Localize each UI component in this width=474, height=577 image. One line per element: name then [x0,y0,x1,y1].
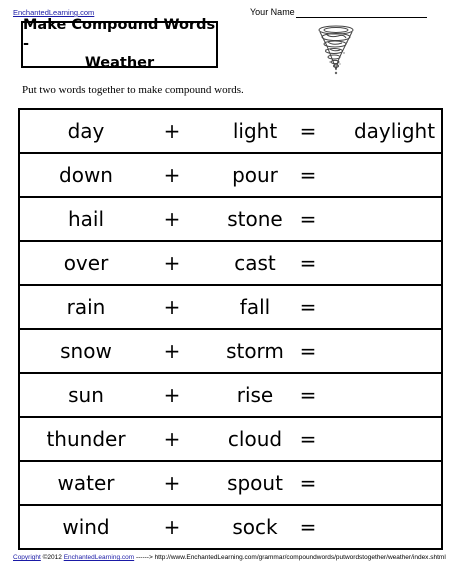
equals-sign: = [299,471,317,495]
first-word: rain [66,295,106,319]
first-word: thunder [46,427,126,451]
plus-sign: + [163,339,181,363]
word-row [18,154,443,198]
first-word: snow [60,339,112,363]
first-word: hail [67,207,105,231]
answer-cell[interactable] [328,506,461,548]
your-name-field [250,7,295,17]
second-word: fall [239,295,271,319]
answer-cell[interactable] [328,330,461,372]
plus-sign: + [163,471,181,495]
word-row [18,330,443,374]
name-line[interactable] [296,17,427,18]
first-word: wind [62,515,110,539]
copyright-link[interactable]: Copyright [13,554,41,561]
site-link[interactable]: EnchantedLearning.com [13,8,95,17]
answer-cell[interactable] [328,418,461,460]
answer-cell[interactable] [328,286,461,328]
title-line-1: Make Compound Words - [23,17,216,52]
word-row [18,462,443,506]
equals-sign: = [299,383,317,407]
answer-cell[interactable]: daylight [353,119,436,143]
title-line-2: Weather [84,55,155,71]
equals-sign: = [299,427,317,451]
equals-sign: = [299,339,317,363]
second-word: light [232,119,278,143]
word-row [18,242,443,286]
your-name-label: Your Name [250,7,295,17]
equals-sign: = [299,515,317,539]
word-row [18,198,443,242]
footer-site-link[interactable]: EnchantedLearning.com [63,554,135,561]
second-word: cast [234,251,276,275]
answer-cell[interactable] [328,374,461,416]
plus-sign: + [163,295,181,319]
second-word: rise [236,383,274,407]
first-word: sun [68,383,104,407]
plus-sign: + [163,427,181,451]
second-word: storm [226,339,284,363]
answer-cell[interactable] [328,242,461,284]
plus-sign: + [163,163,181,187]
word-row [18,418,443,462]
equals-sign: = [299,207,317,231]
answer-cell[interactable] [328,154,461,196]
word-row [18,110,443,154]
word-row [18,286,443,330]
copyright-text: ©2012 [40,554,64,561]
second-word: cloud [227,427,283,451]
plus-sign: + [163,119,181,143]
plus-sign: + [163,515,181,539]
tornado-icon [316,24,356,76]
first-word: day [67,119,105,143]
footer [13,554,446,561]
equals-sign: = [299,251,317,275]
equals-sign: = [299,163,317,187]
compound-word-table [18,108,443,550]
plus-sign: + [163,207,181,231]
title-box [21,17,218,71]
first-word: water [57,471,115,495]
instructions: Put two words together to make compound words. [22,84,244,96]
second-word: stone [227,207,283,231]
second-word: pour [232,163,278,187]
second-word: spout [227,471,283,495]
word-row [18,506,443,550]
footer-url: ------> http://www.EnchantedLearning.com/grammar/compoundwords/putwordstogether/weather/index.shtml [134,554,446,561]
word-row [18,374,443,418]
first-word: over [63,251,109,275]
equals-sign: = [299,119,317,143]
answer-cell[interactable] [328,462,461,504]
equals-sign: = [299,295,317,319]
plus-sign: + [163,251,181,275]
plus-sign: + [163,383,181,407]
first-word: down [59,163,113,187]
second-word: sock [232,515,278,539]
answer-cell[interactable] [328,198,461,240]
